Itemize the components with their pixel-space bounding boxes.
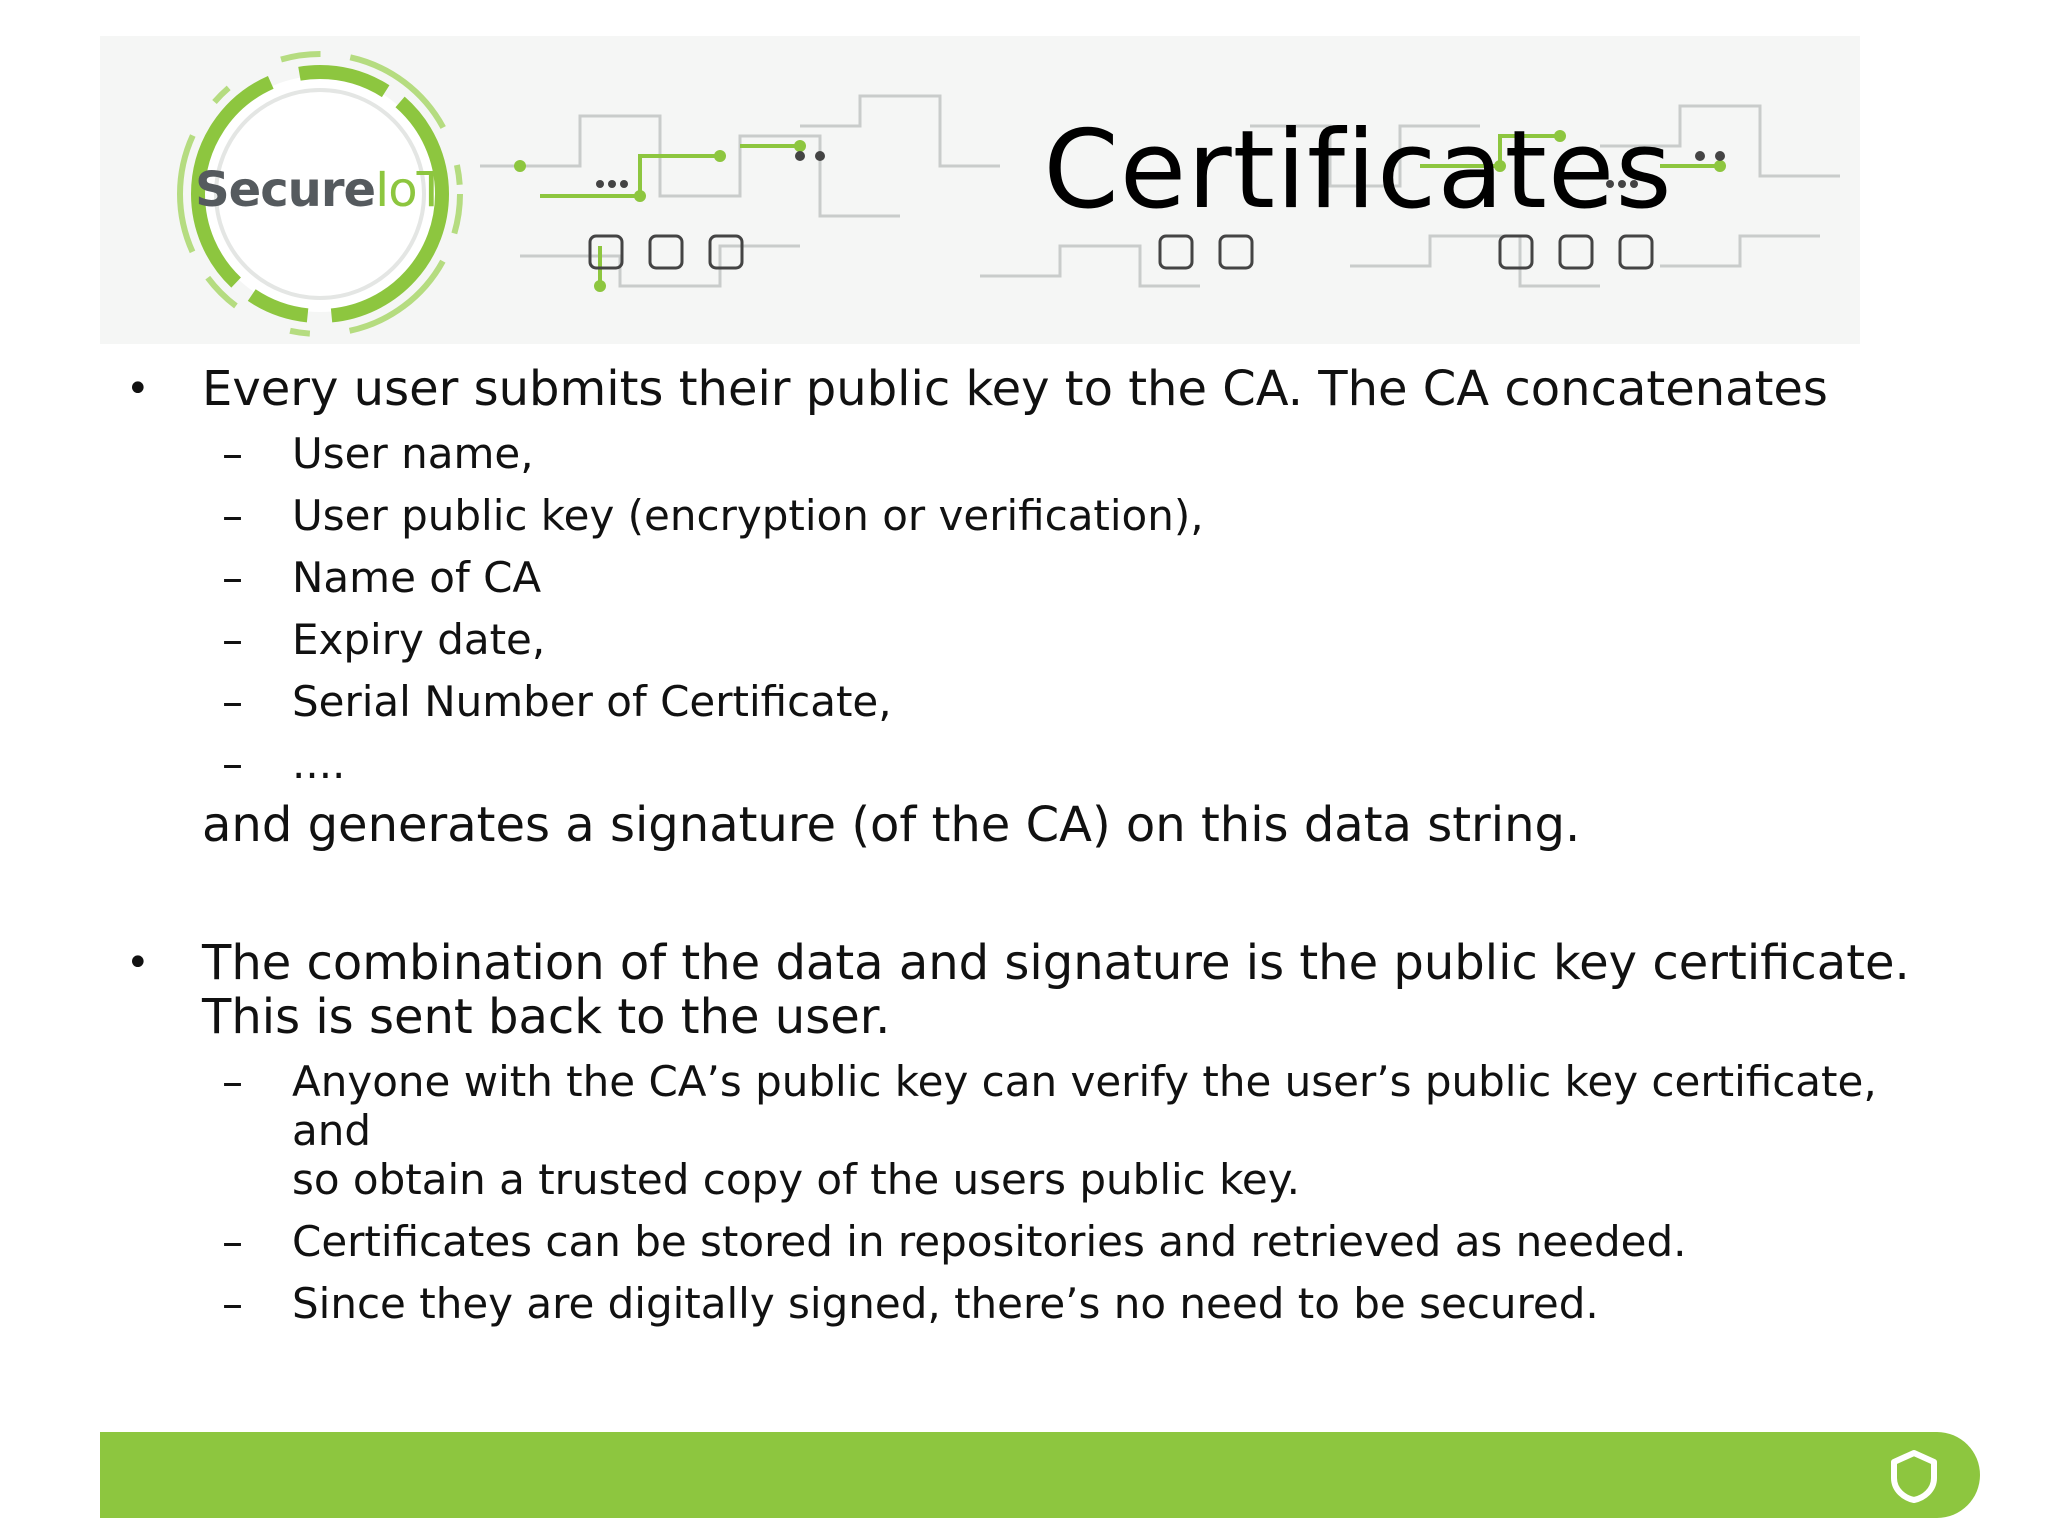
sub-item: – Anyone with the CA’s public key can verify the user’s public key certificate, and (222, 1057, 1877, 1155)
sub-item: – Serial Number of Certificate, (222, 677, 892, 726)
sub-item: – Name of CA (222, 553, 542, 602)
bullet-marker: • (126, 366, 150, 412)
bullet-item: • The combination of the data and signature is the public key certificate. (126, 935, 1910, 991)
bullet-item: • Every user submits their public key to the CA. The CA concatenates (126, 361, 1828, 417)
sub-item-continuation: so obtain a trusted copy of the users public key. (292, 1155, 1300, 1204)
sub-item: – Certificates can be stored in repositories and retrieved as needed. (222, 1217, 1687, 1266)
sub-item: – User name, (222, 429, 534, 478)
footer-bar (100, 1432, 1980, 1518)
bullet-item-continuation: This is sent back to the user. (202, 989, 891, 1045)
shield-icon (1886, 1448, 1942, 1504)
header-banner (100, 36, 1860, 344)
slide-body (120, 362, 1960, 1328)
sub-item: – .... (222, 739, 346, 788)
sub-item: – Expiry date, (222, 615, 546, 664)
sub-item: – Since they are digitally signed, there’s no need to be secured. (222, 1279, 1599, 1328)
bullet-marker: • (126, 940, 150, 986)
slide-title: Certificates (1043, 108, 1673, 233)
secureiot-logo (170, 44, 470, 344)
logo-text: SecureIoT (195, 162, 445, 218)
continuation-text: and generates a signature (of the CA) on this data string. (202, 797, 1581, 853)
sub-item: – User public key (encryption or verification), (222, 491, 1204, 540)
